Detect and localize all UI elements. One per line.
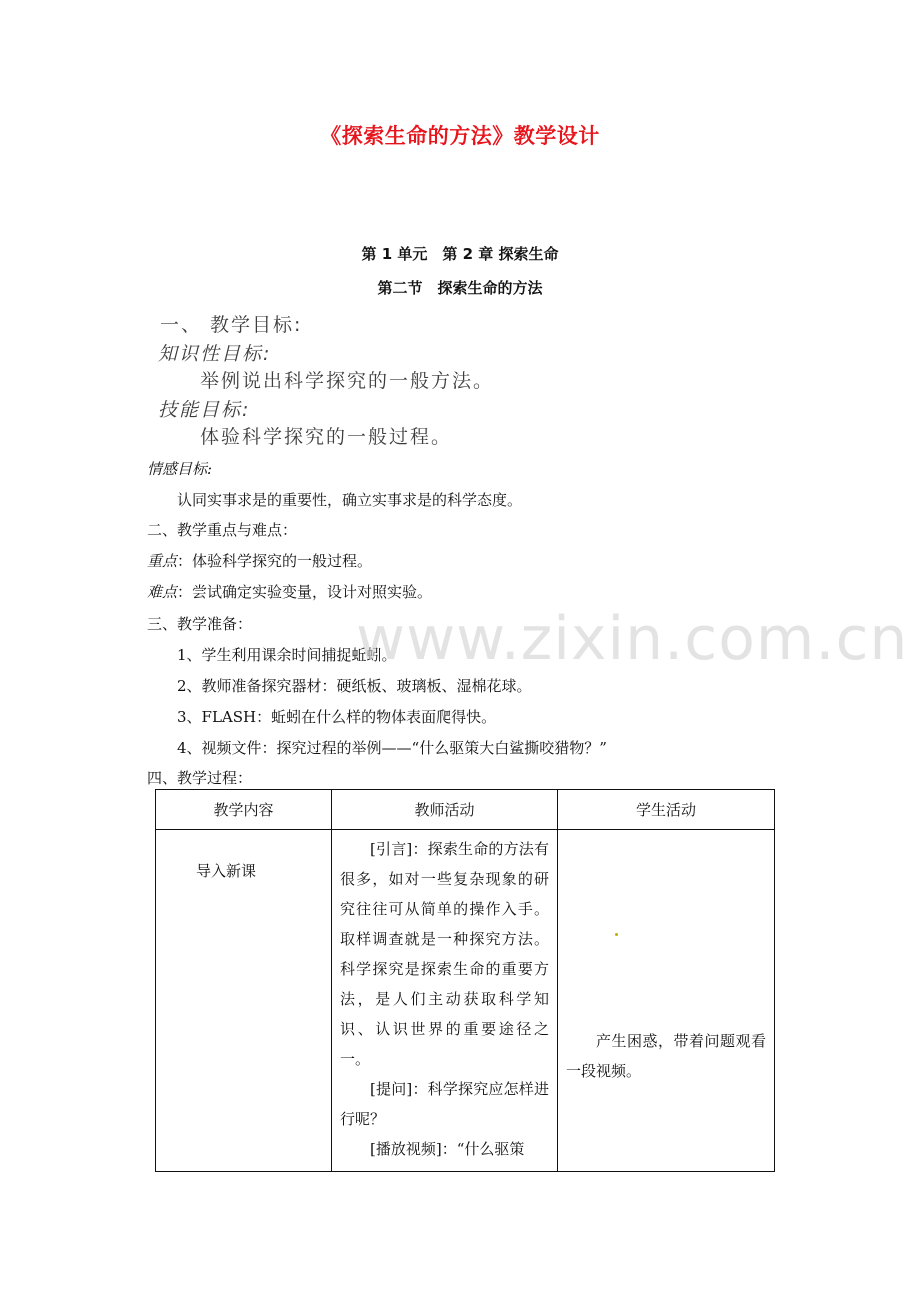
emotion-goal-label: 情感目标: <box>147 460 213 478</box>
watermark: www.zixin.com.cn <box>356 604 909 674</box>
difficulty-label: 难点 <box>147 583 178 601</box>
table-row <box>156 830 775 1172</box>
skill-goal-text: 体验科学探究的一般过程。 <box>200 426 453 448</box>
lesson-table <box>155 789 775 1172</box>
cell-teacher <box>332 830 558 1172</box>
skill-goal-label: 技能目标: <box>158 399 251 421</box>
unit-heading: 第 1 单元 第 2 章 探索生命 <box>361 245 559 263</box>
preparation-item: 3、FLASH：蚯蚓在什么样的物体表面爬得快。 <box>177 708 497 726</box>
preparation-item: 1、学生利用课余时间捕捉蚯蚓。 <box>177 646 397 664</box>
process-heading: 四、教学过程： <box>147 769 253 787</box>
lesson-stage: 导入新课 <box>196 862 257 880</box>
focus-line <box>147 551 372 571</box>
header-teacher: 教师活动 <box>332 790 558 830</box>
stray-mark <box>615 933 618 936</box>
teacher-video: [播放视频]：“什么驱策 <box>370 1140 525 1158</box>
focus-text: ：体验科学探究的一般过程。 <box>177 552 373 570</box>
emotion-goal-text: 认同实事求是的重要性，确立实事求是的科学态度。 <box>177 491 523 509</box>
header-student: 学生活动 <box>558 790 775 830</box>
section-heading: 第二节 探索生命的方法 <box>377 279 543 297</box>
teacher-intro: [引言]：探索生命的方法有很多，如对一些复杂现象的研究往往可从简单的操作入手。取样调查就是一种探究方法。科学探究是探索生命的重要方法，是人们主动获取科学知识、认识世界的重要途径之一。 <box>340 840 549 1068</box>
key-points-heading: 二、教学重点与难点： <box>147 521 298 539</box>
header-content: 教学内容 <box>156 790 332 830</box>
cell-student <box>558 830 775 1172</box>
table-header-row <box>156 790 775 830</box>
document-title: 《探索生命的方法》教学设计 <box>320 124 600 148</box>
knowledge-goal-text: 举例说出科学探究的一般方法。 <box>200 370 495 392</box>
goals-heading: 一、 教学目标: <box>160 314 303 336</box>
focus-label: 重点 <box>147 552 178 570</box>
teacher-question: [提问]：科学探究应怎样进行呢？ <box>340 1080 549 1128</box>
student-activity: 产生困惑，带着问题观看一段视频。 <box>566 1032 766 1080</box>
cell-content <box>156 830 332 1172</box>
preparation-item: 2、教师准备探究器材：硬纸板、玻璃板、湿棉花球。 <box>177 677 532 695</box>
difficulty-text: ：尝试确定实验变量，设计对照实验。 <box>177 583 433 601</box>
preparation-item: 4、视频文件：探究过程的举例——“什么驱策大白鲨撕咬猎物？” <box>177 739 607 757</box>
preparation-heading: 三、教学准备： <box>147 615 253 633</box>
difficulty-line <box>147 582 432 602</box>
knowledge-goal-label: 知识性目标: <box>158 343 272 365</box>
